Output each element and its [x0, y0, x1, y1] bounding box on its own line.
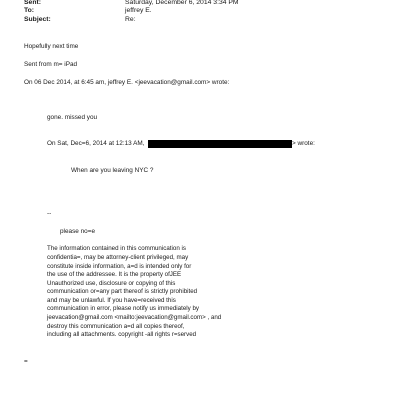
- trailing-char: =: [24, 358, 28, 365]
- subject-value: Re:: [125, 16, 136, 23]
- reply-line: Hopefully next time: [24, 43, 79, 50]
- nested-quote-header-suffix: > wrote:: [292, 140, 315, 147]
- disclaimer-line: constitute inside information, a=d is intended only for: [47, 263, 192, 270]
- disclaimer-line: the use of the addressee. It is the property ofJEE: [47, 271, 182, 278]
- signature-line: Sent from m= iPad: [24, 61, 78, 68]
- disclaimer-line: jeevacation@gmail.com <mailto:jeevacation@gmail.com> , and: [47, 314, 222, 321]
- signature-separator: --: [47, 210, 52, 217]
- disclaimer-line: destroy this communication a=d all copies thereof,: [47, 323, 185, 330]
- disclaimer-line: communication or=any part thereof is strictly prohibited: [47, 288, 198, 295]
- to-label: To:: [24, 7, 35, 14]
- redaction-bar: [148, 140, 292, 148]
- please-note-line: please no=e: [60, 228, 96, 235]
- disclaimer-line: communication in error, please notify us immediately by: [47, 305, 200, 312]
- disclaimer-line: The information contained in this communication is: [47, 245, 186, 252]
- nested-quoted-message: When are you leaving NYC ?: [71, 167, 154, 174]
- to-value: jeffrey E.: [125, 7, 152, 14]
- disclaimer-line: Unauthorized use, disclosure or copying of this: [47, 280, 176, 287]
- quote-header-line: On 06 Dec 2014, at 6:45 am, jeffrey E. <jeevacation@gmail.com> wrote:: [24, 79, 230, 86]
- subject-label: Subject:: [24, 16, 51, 23]
- disclaimer-line: including all attachments. copyright -all rights r=served: [47, 331, 197, 338]
- sent-value: Saturday, December 6, 2014 3:34 PM: [125, 0, 239, 6]
- nested-quote-header-prefix: On Sat, Dec=6, 2014 at 12:13 AM,: [47, 140, 145, 147]
- sent-label: Sent:: [24, 0, 41, 6]
- disclaimer-line: and may be unlawful. If you have=received this: [47, 297, 176, 304]
- disclaimer-line: confidentia=, may be attorney-client privileged, may: [47, 254, 189, 261]
- quoted-message: gone. missed you: [47, 114, 98, 121]
